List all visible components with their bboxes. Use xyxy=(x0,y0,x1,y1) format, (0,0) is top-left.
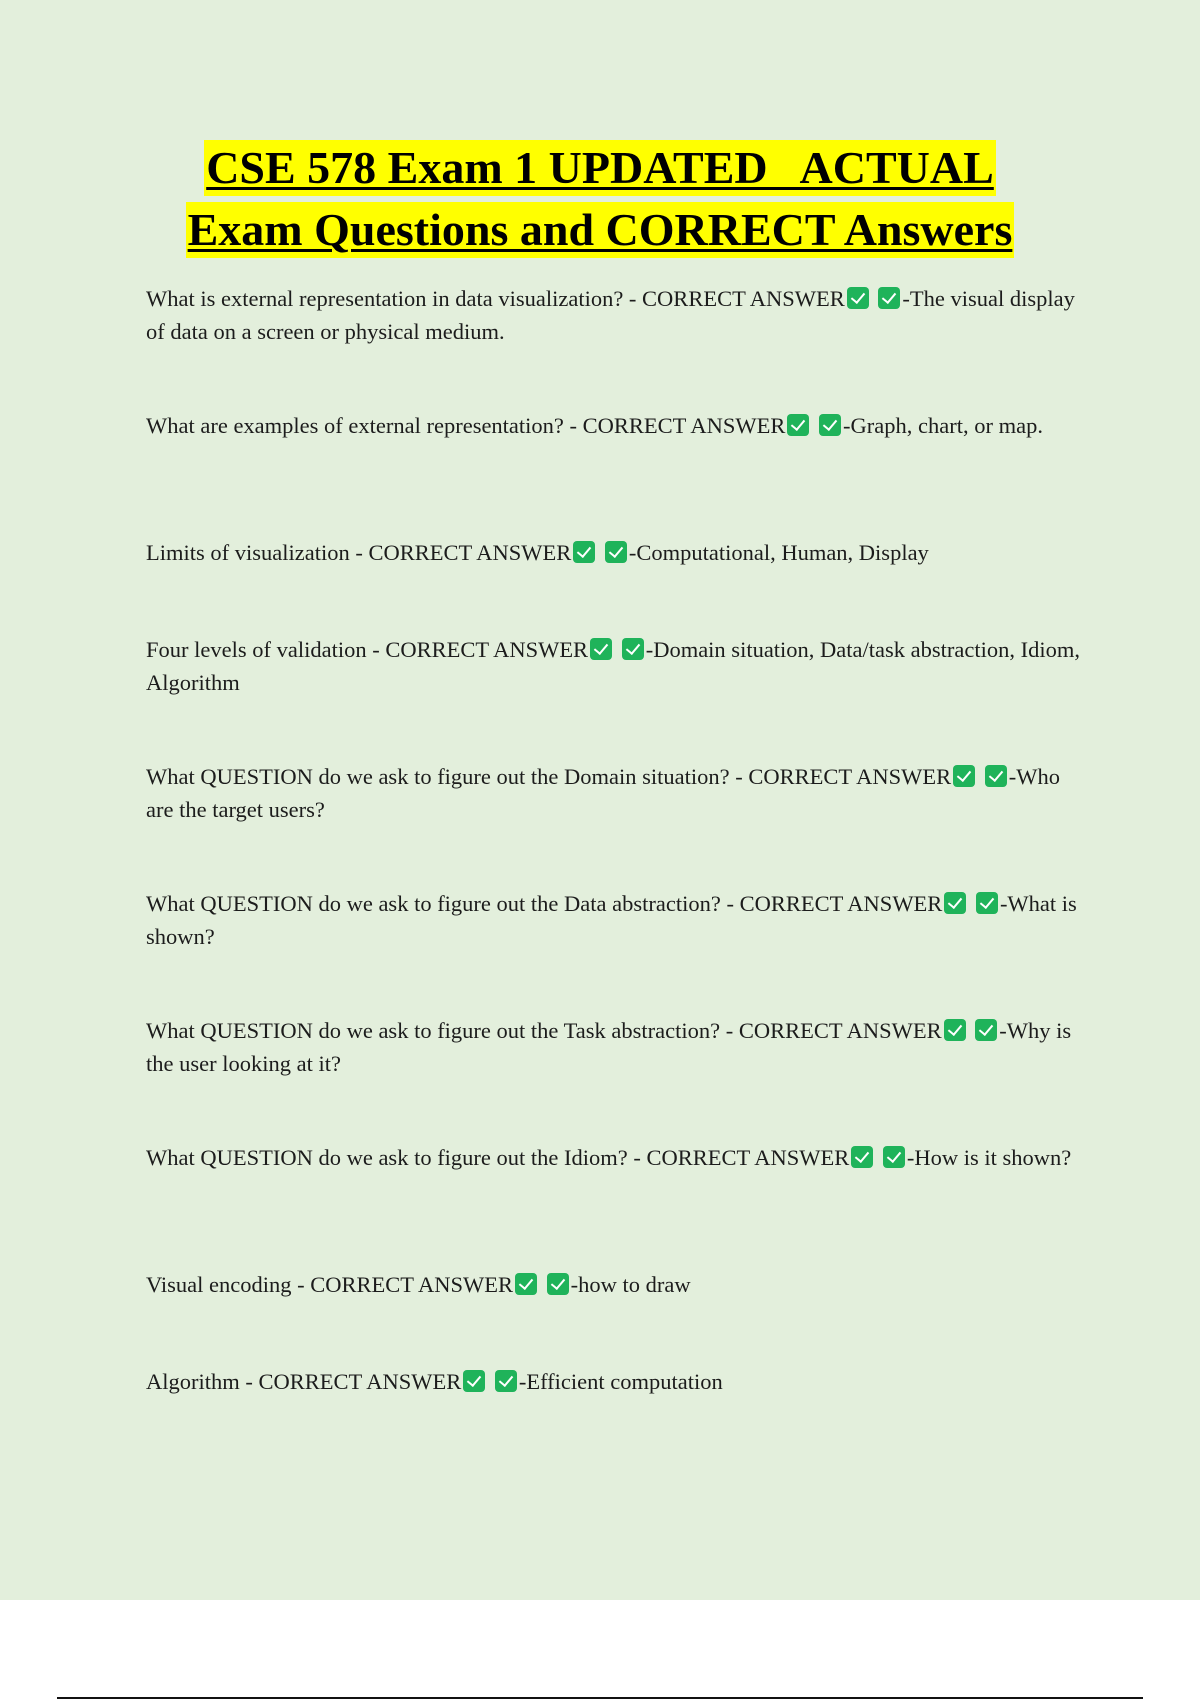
question-text: Visual encoding - CORRECT ANSWER xyxy=(146,1272,513,1297)
check-mark-icon xyxy=(787,414,809,436)
answer-text: -Computational, Human, Display xyxy=(628,540,929,565)
document-title xyxy=(0,140,1200,264)
answer-text: -Why is the user looking at it? xyxy=(146,1018,1072,1076)
question-text: What QUESTION do we ask to figure out the Idiom? - CORRECT ANSWER xyxy=(146,1145,850,1170)
page-divider xyxy=(57,1697,1143,1699)
question-text: What are examples of external representation? - CORRECT ANSWER xyxy=(146,413,786,438)
qa-entry xyxy=(146,536,1091,569)
check-mark-icon xyxy=(819,414,841,436)
check-mark-icon xyxy=(944,1019,966,1041)
title-line-1: CSE 578 Exam 1 UPDATED ACTUAL xyxy=(204,140,996,196)
check-mark-icon xyxy=(985,765,1007,787)
title-line-2: Exam Questions and CORRECT Answers xyxy=(186,202,1015,258)
qa-entry xyxy=(146,633,1091,699)
answer-text: -The visual display of data on a screen or physical medium. xyxy=(146,286,1075,344)
check-mark-icon xyxy=(976,892,998,914)
question-text: Algorithm - CORRECT ANSWER xyxy=(146,1369,462,1394)
question-text: What is external representation in data visualization? - CORRECT ANSWER xyxy=(146,286,845,311)
qa-entry xyxy=(146,1014,1091,1080)
answer-text: -Efficient computation xyxy=(518,1369,723,1394)
qa-entry xyxy=(146,409,1091,442)
check-mark-icon xyxy=(847,287,869,309)
question-text: Limits of visualization - CORRECT ANSWER xyxy=(146,540,572,565)
check-mark-icon xyxy=(463,1370,485,1392)
check-mark-icon xyxy=(944,892,966,914)
check-mark-icon xyxy=(878,287,900,309)
check-mark-icon xyxy=(590,638,612,660)
check-mark-icon xyxy=(622,638,644,660)
answer-text: -Domain situation, Data/task abstraction, Idiom, Algorithm xyxy=(146,637,1080,695)
answer-text: -What is shown? xyxy=(146,891,1077,949)
check-mark-icon xyxy=(605,541,627,563)
answer-text: -How is it shown? xyxy=(906,1145,1072,1170)
check-mark-icon xyxy=(975,1019,997,1041)
qa-entry xyxy=(146,1365,1091,1398)
qa-entry xyxy=(146,1141,1091,1174)
question-text: What QUESTION do we ask to figure out the Domain situation? - CORRECT ANSWER xyxy=(146,764,952,789)
check-mark-icon xyxy=(547,1273,569,1295)
question-text: What QUESTION do we ask to figure out the Data abstraction? - CORRECT ANSWER xyxy=(146,891,943,916)
check-mark-icon xyxy=(851,1146,873,1168)
question-text: What QUESTION do we ask to figure out the Task abstraction? - CORRECT ANSWER xyxy=(146,1018,942,1043)
check-mark-icon xyxy=(495,1370,517,1392)
qa-entry xyxy=(146,760,1091,826)
qa-entry xyxy=(146,282,1091,348)
question-text: Four levels of validation - CORRECT ANSWER xyxy=(146,637,589,662)
check-mark-icon xyxy=(515,1273,537,1295)
check-mark-icon xyxy=(953,765,975,787)
answer-text: -Graph, chart, or map. xyxy=(843,413,1043,438)
check-mark-icon xyxy=(883,1146,905,1168)
check-mark-icon xyxy=(573,541,595,563)
qa-entry xyxy=(146,887,1091,953)
answer-text: -how to draw xyxy=(570,1272,691,1297)
qa-entry xyxy=(146,1268,1091,1301)
answer-text: -Who are the target users? xyxy=(146,764,1060,822)
